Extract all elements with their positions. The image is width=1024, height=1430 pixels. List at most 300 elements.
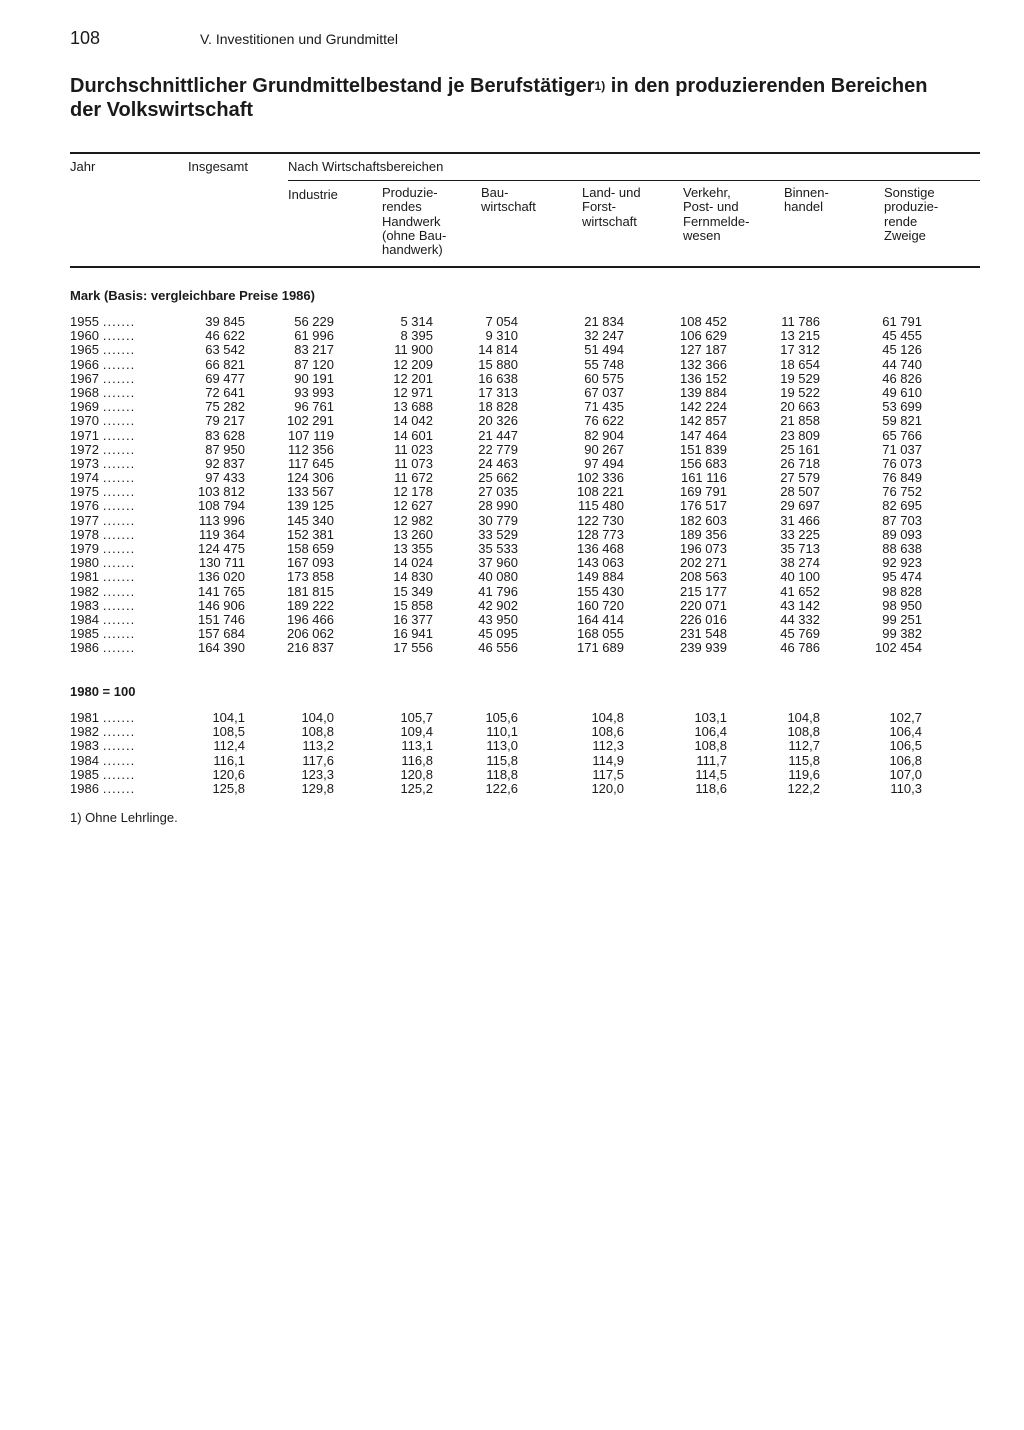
table-row — [0, 570, 1024, 584]
cell-binnen: 28 507 — [780, 484, 820, 500]
cell-binnen: 11 786 — [781, 314, 820, 329]
cell-total: 125,8 — [212, 780, 245, 796]
cell-sonstige: 107,0 — [889, 766, 922, 782]
cell-binnen: 13 215 — [780, 328, 820, 344]
cell-verkehr: 108 452 — [680, 314, 727, 329]
cell-total: 72 641 — [205, 384, 245, 400]
cell-sonstige: 76 073 — [882, 455, 922, 471]
header-line: Handwerk — [382, 213, 441, 229]
table-row — [0, 739, 1024, 753]
cell-land: 168 055 — [577, 626, 624, 642]
table-row — [0, 358, 1024, 372]
cell-industrie: 158 659 — [287, 541, 334, 556]
cell-industrie: 173 858 — [287, 569, 334, 585]
row-year — [70, 414, 135, 428]
cell-handwerk: 11 073 — [394, 455, 433, 471]
cell-verkehr: 114,5 — [695, 766, 727, 782]
cell-industrie: 90 191 — [294, 370, 334, 386]
cell-verkehr: 106,4 — [694, 724, 727, 740]
cell-binnen: 44 332 — [780, 611, 820, 627]
cell-bau: 25 662 — [478, 470, 518, 486]
section-label-mark: Mark (Basis: vergleichbare Preise 1986) — [70, 288, 315, 303]
year-text: 1981 — [70, 710, 99, 725]
cell-bau: 16 638 — [478, 370, 518, 386]
cell-verkehr: 103,1 — [694, 710, 727, 725]
cell-sonstige: 106,4 — [889, 724, 922, 740]
dot-leader: ....... — [102, 342, 136, 358]
cell-bau: 110,1 — [486, 724, 518, 740]
row-year — [70, 641, 135, 655]
cell-land: 76 622 — [584, 413, 624, 429]
table-row — [0, 372, 1024, 386]
cell-bau: 22 779 — [478, 441, 518, 457]
row-year — [70, 556, 135, 570]
dot-leader: ....... — [102, 569, 136, 585]
dot-leader: ....... — [102, 780, 136, 796]
cell-total: 151 746 — [198, 611, 245, 627]
cell-industrie: 216 837 — [287, 640, 334, 656]
cell-land: 90 267 — [584, 441, 624, 457]
row-year — [70, 400, 135, 414]
cell-total: 108 794 — [198, 498, 245, 514]
cell-handwerk: 13 355 — [393, 541, 433, 556]
cell-land: 149 884 — [577, 569, 624, 585]
cell-verkehr: 106 629 — [680, 328, 727, 344]
year-text: 1980 — [70, 555, 99, 571]
cell-industrie: 196 466 — [287, 611, 334, 627]
cell-land: 32 247 — [584, 328, 624, 344]
cell-total: 164 390 — [198, 640, 245, 656]
cell-handwerk: 11 023 — [394, 441, 433, 457]
cell-land: 117,5 — [592, 766, 624, 782]
cell-verkehr: 231 548 — [680, 626, 727, 642]
row-year — [70, 429, 135, 443]
cell-handwerk: 105,7 — [400, 710, 433, 725]
cell-industrie: 152 381 — [287, 526, 334, 542]
cell-verkehr: 127 187 — [680, 342, 727, 358]
cell-sonstige: 61 791 — [882, 314, 922, 329]
cell-total: 75 282 — [205, 399, 245, 415]
cell-bau: 40 080 — [478, 569, 518, 585]
cell-verkehr: 226 016 — [680, 611, 727, 627]
year-text: 1977 — [70, 512, 99, 528]
dot-leader: ....... — [102, 328, 136, 344]
row-year — [70, 329, 135, 343]
section-label-index: 1980 = 100 — [70, 684, 136, 699]
table-row — [0, 514, 1024, 528]
table-row — [0, 556, 1024, 570]
cell-total: 103 812 — [198, 484, 245, 500]
year-text: 1969 — [70, 399, 99, 415]
cell-handwerk: 120,8 — [400, 766, 433, 782]
dot-leader: ....... — [102, 356, 136, 372]
cell-sonstige: 110,3 — [890, 780, 922, 796]
cell-verkehr: 151 839 — [680, 441, 727, 457]
year-text: 1986 — [70, 640, 99, 656]
cell-verkehr: 161 116 — [680, 470, 727, 486]
row-year — [70, 768, 135, 782]
row-year — [70, 754, 135, 768]
header-binnen — [784, 186, 829, 215]
cell-handwerk: 16 377 — [393, 611, 433, 627]
cell-binnen: 17 312 — [780, 342, 820, 358]
header-line: Fernmelde- — [683, 213, 750, 229]
cell-sonstige: 98 828 — [882, 583, 922, 599]
row-year — [70, 457, 135, 471]
cell-sonstige: 59 821 — [882, 413, 922, 429]
cell-binnen: 38 274 — [780, 555, 820, 571]
table-row — [0, 528, 1024, 542]
cell-sonstige: 45 126 — [882, 342, 922, 358]
cell-handwerk: 14 024 — [393, 555, 433, 571]
running-head: V. Investitionen und Grundmittel — [200, 31, 398, 47]
cell-bau: 45 095 — [478, 626, 518, 642]
table-row — [0, 499, 1024, 513]
page-title — [70, 74, 950, 122]
cell-bau: 7 054 — [485, 314, 518, 329]
cell-land: 164 414 — [577, 611, 624, 627]
header-year: Jahr — [70, 159, 96, 174]
cell-land: 160 720 — [577, 597, 624, 613]
year-text: 1981 — [70, 569, 99, 585]
cell-total: 63 542 — [205, 342, 245, 358]
dot-leader: ....... — [102, 370, 136, 386]
cell-bau: 33 529 — [478, 526, 518, 542]
year-text: 1972 — [70, 441, 99, 457]
cell-bau: 122,6 — [485, 780, 518, 796]
cell-bau: 35 533 — [478, 541, 518, 556]
dot-leader: ....... — [102, 710, 136, 725]
cell-handwerk: 13 260 — [393, 526, 433, 542]
cell-binnen: 122,2 — [787, 780, 820, 796]
dot-leader: ....... — [102, 752, 136, 768]
footnote: 1) Ohne Lehrlinge. — [70, 810, 178, 825]
table-row — [0, 725, 1024, 739]
cell-sonstige: 92 923 — [882, 555, 922, 571]
row-year — [70, 613, 135, 627]
cell-binnen: 33 225 — [780, 526, 820, 542]
table-row — [0, 627, 1024, 641]
cell-sonstige: 44 740 — [882, 356, 922, 372]
cell-handwerk: 12 209 — [393, 356, 433, 372]
dot-leader: ....... — [102, 498, 136, 514]
cell-land: 143 063 — [577, 555, 624, 571]
cell-industrie: 83 217 — [294, 342, 334, 358]
year-text: 1967 — [70, 370, 99, 386]
cell-binnen: 35 713 — [780, 541, 820, 556]
dot-leader: ....... — [102, 427, 136, 443]
cell-land: 82 904 — [584, 427, 624, 443]
cell-sonstige: 87 703 — [882, 512, 922, 528]
cell-land: 21 834 — [584, 314, 624, 329]
cell-land: 104,8 — [591, 710, 624, 725]
cell-sonstige: 99 251 — [882, 611, 922, 627]
cell-total: 136 020 — [198, 569, 245, 585]
cell-sonstige: 102 454 — [875, 640, 922, 656]
cell-industrie: 133 567 — [287, 484, 334, 500]
header-group-rule — [288, 180, 980, 181]
cell-handwerk: 14 830 — [393, 569, 433, 585]
cell-handwerk: 5 314 — [400, 314, 433, 329]
cell-sonstige: 45 455 — [882, 328, 922, 344]
cell-total: 113 996 — [198, 512, 245, 528]
cell-binnen: 20 663 — [780, 399, 820, 415]
table-body-mark — [0, 315, 1024, 656]
cell-land: 171 689 — [577, 640, 624, 656]
table-row — [0, 613, 1024, 627]
cell-total: 120,6 — [212, 766, 245, 782]
dot-leader: ....... — [102, 555, 136, 571]
row-year — [70, 570, 135, 584]
cell-binnen: 19 529 — [780, 370, 820, 386]
cell-bau: 14 814 — [478, 342, 518, 358]
cell-binnen: 41 652 — [780, 583, 820, 599]
cell-industrie: 117 645 — [287, 455, 334, 471]
header-line: rende — [884, 213, 918, 229]
cell-industrie: 104,0 — [301, 710, 334, 725]
header-line: Zweige — [884, 227, 926, 243]
cell-land: 136 468 — [577, 541, 624, 556]
cell-bau: 46 556 — [478, 640, 518, 656]
cell-bau: 105,6 — [485, 710, 518, 725]
cell-handwerk: 8 395 — [400, 328, 433, 344]
header-group: Nach Wirtschaftsbereichen — [288, 159, 444, 174]
cell-bau: 9 310 — [485, 328, 518, 344]
cell-verkehr: 118,6 — [695, 780, 727, 796]
cell-total: 108,5 — [212, 724, 245, 740]
header-line: Land- und — [582, 185, 641, 200]
year-text: 1966 — [70, 356, 99, 372]
dot-leader: ....... — [102, 399, 136, 415]
table-row — [0, 711, 1024, 725]
cell-binnen: 18 654 — [780, 356, 820, 372]
cell-verkehr: 142 857 — [680, 413, 727, 429]
row-year — [70, 485, 135, 499]
cell-binnen: 27 579 — [780, 470, 820, 486]
dot-leader: ....... — [102, 583, 136, 599]
header-total: Insgesamt — [188, 159, 248, 174]
title-footnote-mark: 1) — [594, 79, 606, 93]
cell-verkehr: 111,7 — [696, 752, 727, 768]
header-sonstige — [884, 186, 938, 243]
cell-land: 71 435 — [584, 399, 624, 415]
cell-bau: 43 950 — [478, 611, 518, 627]
cell-verkehr: 208 563 — [680, 569, 727, 585]
year-text: 1960 — [70, 328, 99, 344]
table-row — [0, 782, 1024, 796]
year-text: 1982 — [70, 583, 99, 599]
cell-handwerk: 12 201 — [393, 370, 433, 386]
cell-binnen: 25 161 — [780, 441, 820, 457]
cell-land: 114,9 — [592, 752, 624, 768]
table-row — [0, 443, 1024, 457]
cell-handwerk: 14 601 — [393, 427, 433, 443]
cell-land: 155 430 — [577, 583, 624, 599]
cell-verkehr: 139 884 — [680, 384, 727, 400]
cell-land: 55 748 — [584, 356, 624, 372]
year-text: 1984 — [70, 752, 99, 768]
cell-industrie: 113,2 — [302, 738, 334, 754]
cell-industrie: 181 815 — [287, 583, 334, 599]
dot-leader: ....... — [102, 597, 136, 613]
cell-binnen: 31 466 — [780, 512, 820, 528]
row-year — [70, 725, 135, 739]
cell-verkehr: 239 939 — [680, 640, 727, 656]
dot-leader: ....... — [102, 738, 136, 754]
row-year — [70, 739, 135, 753]
cell-industrie: 102 291 — [287, 413, 334, 429]
dot-leader: ....... — [102, 766, 136, 782]
header-line: Verkehr, — [683, 185, 731, 200]
year-text: 1983 — [70, 738, 99, 754]
cell-total: 97 433 — [205, 470, 245, 486]
cell-verkehr: 132 366 — [680, 356, 727, 372]
cell-sonstige: 102,7 — [889, 710, 922, 725]
year-text: 1971 — [70, 427, 99, 443]
cell-bau: 20 326 — [478, 413, 518, 429]
header-line: handel — [784, 199, 824, 215]
cell-handwerk: 125,2 — [400, 780, 433, 796]
cell-industrie: 107 119 — [287, 427, 334, 443]
cell-land: 60 575 — [584, 370, 624, 386]
header-land — [582, 186, 641, 229]
cell-total: 130 711 — [198, 555, 245, 571]
table-row — [0, 457, 1024, 471]
cell-industrie: 167 093 — [287, 555, 334, 571]
cell-handwerk: 11 900 — [394, 342, 433, 358]
dot-leader: ....... — [102, 526, 136, 542]
row-year — [70, 315, 135, 329]
cell-verkehr: 108,8 — [694, 738, 727, 754]
dot-leader: ....... — [102, 640, 136, 656]
row-year — [70, 471, 135, 485]
cell-sonstige: 106,5 — [889, 738, 922, 754]
title-rest: in den produzierenden Bereichen der Volkswirtschaft — [70, 75, 928, 121]
cell-sonstige: 95 474 — [882, 569, 922, 585]
cell-bau: 28 990 — [478, 498, 518, 514]
year-text: 1970 — [70, 413, 99, 429]
cell-industrie: 129,8 — [301, 780, 334, 796]
table-body-index — [0, 711, 1024, 796]
table-row — [0, 414, 1024, 428]
row-year — [70, 514, 135, 528]
cell-total: 119 364 — [198, 526, 245, 542]
row-year — [70, 358, 135, 372]
header-verkehr — [683, 186, 749, 243]
cell-bau: 17 313 — [478, 384, 518, 400]
dot-leader: ....... — [102, 470, 136, 486]
table-row — [0, 429, 1024, 443]
cell-verkehr: 156 683 — [680, 455, 727, 471]
table-row — [0, 585, 1024, 599]
year-text: 1973 — [70, 455, 99, 471]
cell-industrie: 93 993 — [294, 384, 334, 400]
row-year — [70, 542, 135, 556]
year-text: 1979 — [70, 541, 99, 556]
table-row — [0, 329, 1024, 343]
cell-handwerk: 116,8 — [401, 752, 433, 768]
cell-land: 115 480 — [577, 498, 624, 514]
cell-total: 92 837 — [205, 455, 245, 471]
year-text: 1983 — [70, 597, 99, 613]
header-line: Forst- — [582, 199, 616, 215]
dot-leader: ....... — [102, 413, 136, 429]
cell-handwerk: 12 982 — [393, 512, 433, 528]
cell-verkehr: 189 356 — [680, 526, 727, 542]
year-text: 1975 — [70, 484, 99, 500]
cell-verkehr: 196 073 — [680, 541, 727, 556]
cell-total: 83 628 — [205, 427, 245, 443]
cell-industrie: 117,6 — [302, 752, 334, 768]
year-text: 1982 — [70, 724, 99, 740]
cell-land: 122 730 — [577, 512, 624, 528]
cell-sonstige: 46 826 — [882, 370, 922, 386]
dot-leader: ....... — [102, 455, 136, 471]
cell-land: 51 494 — [584, 342, 624, 358]
cell-industrie: 96 761 — [294, 399, 334, 415]
header-line: rendes — [382, 199, 422, 215]
header-line: produzie- — [884, 199, 939, 215]
header-line: Produzie- — [382, 185, 438, 200]
header-handwerk — [382, 186, 446, 257]
cell-bau: 37 960 — [478, 555, 518, 571]
header-line: handwerk) — [382, 242, 443, 258]
row-year — [70, 711, 135, 725]
row-year — [70, 627, 135, 641]
cell-industrie: 206 062 — [287, 626, 334, 642]
cell-binnen: 108,8 — [787, 724, 820, 740]
cell-bau: 15 880 — [478, 356, 518, 372]
table-top-rule — [70, 152, 980, 154]
dot-leader: ....... — [102, 484, 136, 500]
row-year — [70, 443, 135, 457]
cell-land: 102 336 — [577, 470, 624, 486]
dot-leader: ....... — [102, 626, 136, 642]
row-year — [70, 372, 135, 386]
cell-verkehr: 220 071 — [680, 597, 727, 613]
table-row — [0, 768, 1024, 782]
cell-total: 66 821 — [205, 356, 245, 372]
year-text: 1976 — [70, 498, 99, 514]
cell-binnen: 21 858 — [780, 413, 820, 429]
cell-industrie: 139 125 — [287, 498, 334, 514]
year-text: 1965 — [70, 342, 99, 358]
cell-industrie: 112 356 — [287, 441, 334, 457]
table-row — [0, 400, 1024, 414]
page-number: 108 — [70, 28, 101, 48]
cell-industrie: 108,8 — [301, 724, 334, 740]
header-line: Sonstige — [884, 185, 935, 200]
cell-verkehr: 136 152 — [680, 370, 727, 386]
table-row — [0, 485, 1024, 499]
cell-handwerk: 14 042 — [393, 413, 433, 429]
cell-total: 79 217 — [205, 413, 245, 429]
cell-binnen: 29 697 — [780, 498, 820, 514]
cell-binnen: 112,7 — [788, 738, 820, 754]
cell-handwerk: 12 178 — [393, 484, 433, 500]
cell-binnen: 26 718 — [780, 455, 820, 471]
year-text: 1974 — [70, 470, 99, 486]
cell-binnen: 46 786 — [780, 640, 820, 656]
cell-land: 112,3 — [592, 738, 624, 754]
cell-handwerk: 15 858 — [393, 597, 433, 613]
header-line: wirtschaft — [582, 213, 637, 229]
cell-bau: 24 463 — [478, 455, 518, 471]
cell-sonstige: 76 849 — [882, 470, 922, 486]
cell-sonstige: 71 037 — [882, 441, 922, 457]
cell-verkehr: 142 224 — [680, 399, 727, 415]
row-year — [70, 585, 135, 599]
